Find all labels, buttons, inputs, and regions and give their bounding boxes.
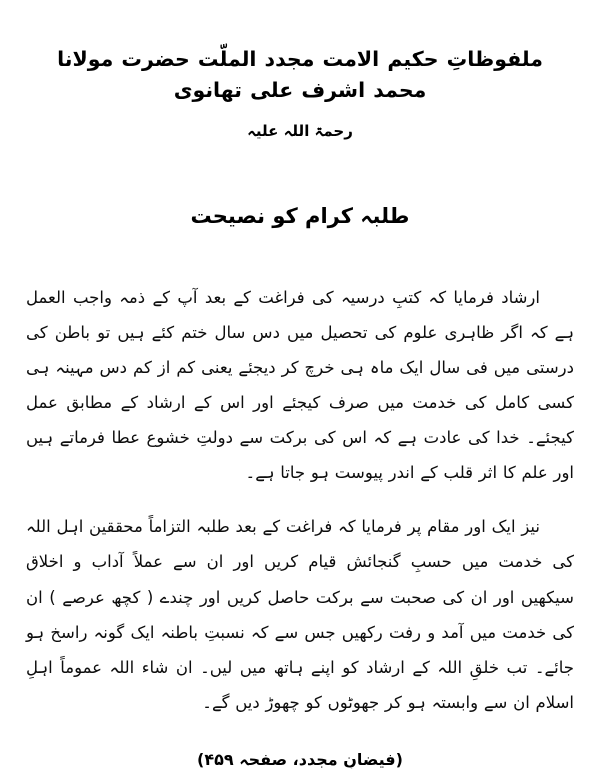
paragraph-1-text: ارشاد فرمایا کہ کتبِ درسیہ کی فراغت کے بعد آپ کے ذمہ واجب العمل ہے کہ اگر ظاہری علوم کی تحصیل میں دس سال ختم کئے ہیں تو باطن کی درستی میں فی سال ایک ماہ ہی خرچ کر دیجئے یعنی کم از کم دس مہینہ ہی کسی کامل کی خدمت میں صرف کیجئے اور اس کے ارشاد کے مطابق عمل کیجئے۔ خدا کی عادت ہے کہ اس کی برکت سے دولتِ خشوع عطا فرماتے ہیں اور علم کا اثر قلب کے اندر پیوست ہو جاتا ہے۔ [26, 287, 574, 483]
section-heading: طلبہ کرام کو نصیحت [190, 203, 410, 228]
body-text [26, 280, 574, 721]
title-honorific: رحمۃ اللہ علیہ [247, 121, 353, 140]
page-title: ملفوظاتِ حکیم الامت مجدد الملّت حضرت مولانا محمد اشرف علی تھانوی [57, 47, 543, 102]
paragraph-2 [26, 509, 574, 720]
source-citation: (فیضانِ مجدد، صفحہ ۴۵۹) [197, 750, 403, 769]
paragraph-2-text: نیز ایک اور مقام پر فرمایا کہ فراغت کے بعد طلبہ التزاماً محققین اہل اللہ کی خدمت میں حسبِ گنجائش قیام کریں اور ان سے عملاً آداب و اخلاق سیکھیں اور ان کی صحبت سے برکت حاصل کریں اور چندے ( کچھ عرصے ) ان کی خدمت میں آمد و رفت رکھیں جس سے کہ نسبتِ باطنہ ایک گونہ راسخ ہو جائے۔ تب خلقِ اللہ کے ارشاد کو اپنے ہاتھ میں لیں۔ ان شاء اللہ عموماً اہلِ اسلام ان سے وابستہ ہو کر جھوٹوں کو چھوڑ دیں گے۔ [26, 517, 574, 713]
paragraph-1 [26, 280, 574, 491]
